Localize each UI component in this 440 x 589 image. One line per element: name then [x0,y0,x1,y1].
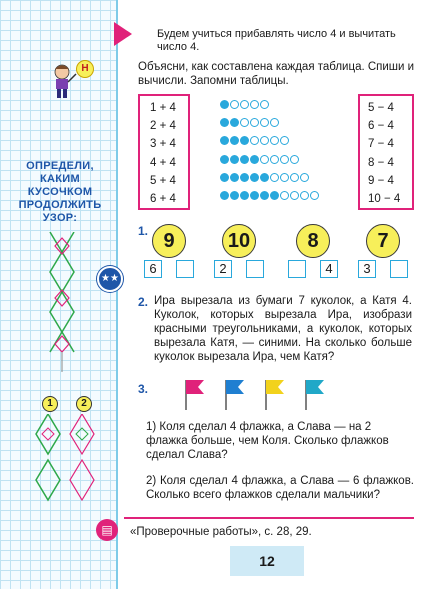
white-dot [290,155,299,164]
part-number-box[interactable] [176,260,194,278]
table-row: 9 − 4 [368,174,394,187]
task-2-text: Ира вырезала из бумаги 7 куколок, а Катя 4. Куколок, которых вырезала Ира, изобрази красными треугольниками, а куколок, которых вырезала Катя, — синими. На сколько больше куколок вырезала Ира, чем Катя? [154,295,412,363]
blue-dot [220,118,229,127]
part-number-box[interactable] [246,260,264,278]
white-dot [280,191,289,200]
blue-dot [220,100,229,109]
table-row: 1 + 4 [150,102,176,114]
choice-1-marker: 1 [42,396,58,412]
blue-dot [220,155,229,164]
white-dot [290,173,299,182]
table-row: 6 + 4 [150,192,176,205]
table-row: 2 + 4 [150,120,176,133]
white-dot [260,100,269,109]
task-1-number: 1. [138,224,149,238]
white-dot [280,136,289,145]
whole-number-circle: 8 [296,224,330,258]
task-3-part-2: 2) Коля сделал 4 флажка, а Слава — 6 флажков. Сколько всего флажков сделали мальчики? [146,475,414,501]
dot-row [220,100,270,110]
white-dot [250,118,259,127]
white-dot [270,118,279,127]
white-dot [300,173,309,182]
flag-icon [266,380,284,410]
blue-dot [240,173,249,182]
white-dot [280,173,289,182]
blue-dot [240,155,249,164]
blue-dot [220,136,229,145]
white-dot [270,136,279,145]
dot-row [220,118,280,128]
blue-dot [260,191,269,200]
white-dot [300,191,309,200]
blue-dot [270,191,279,200]
sidebar-title-line: КУСОЧКОМ [27,186,93,198]
white-dot [240,100,249,109]
dot-row [220,191,320,201]
blue-dot [220,191,229,200]
choice-pieces [34,414,104,504]
addition-table [138,94,190,210]
page-number: 12 [230,546,304,576]
blue-dot [230,191,239,200]
white-dot [310,191,319,200]
table-row: 5 − 4 [368,102,394,114]
white-dot [270,155,279,164]
whole-number-circle: 10 [222,224,256,258]
book-icon: ▤ [96,519,118,541]
blue-dot [250,155,259,164]
part-number-box: 2 [214,260,232,278]
white-dot [270,173,279,182]
part-number-box: 3 [358,260,376,278]
subtraction-table [358,94,414,210]
blue-dot [240,191,249,200]
blue-dot [230,136,239,145]
sidebar-title-line: КАКИМ [40,173,80,185]
sidebar-title [6,160,114,225]
part-number-box[interactable] [390,260,408,278]
flag-icon [306,380,324,410]
sidebar-title-line: УЗОР: [42,212,78,224]
task-3-number: 3. [138,382,149,396]
task-2-number: 2. [138,295,149,309]
blue-dot [230,173,239,182]
white-dot [230,100,239,109]
pointer-triangle-icon [114,22,132,46]
white-dot [260,136,269,145]
dot-row [220,155,300,165]
stars-icon: ★★ [97,266,123,292]
part-number-box: 4 [320,260,338,278]
task-3-part-1: 1) Коля сделал 4 флажка, а Слава — на 2 флажка больше, чем Коля. Сколько флажков сделал Слава? [146,421,389,461]
table-row: 3 + 4 [150,138,176,151]
table-row: 8 − 4 [368,156,394,169]
blue-dot [260,173,269,182]
table-row: 5 + 4 [150,174,176,187]
dot-row [220,173,310,183]
instruction-text: Объясни, как составлена каждая таблица. Спиши и вычисли. Запомни таблицы. [138,61,415,87]
table-row: 4 + 4 [150,156,176,169]
white-dot [260,118,269,127]
white-dot [250,136,259,145]
blue-dot [240,136,249,145]
choice-2-marker: 2 [76,396,92,412]
flag-icon [226,380,244,410]
pattern-figure [38,232,88,382]
reference-text: «Проверочные работы», с. 28, 29. [130,526,312,538]
dot-row [220,136,290,146]
table-row: 10 − 4 [368,192,401,205]
whole-number-circle: 7 [366,224,400,258]
footer-divider [124,517,414,519]
white-dot [290,191,299,200]
table-row: 6 − 4 [368,120,394,133]
blue-dot [220,173,229,182]
flag-icon [186,380,204,410]
blue-dot [230,155,239,164]
flags-illustration [180,378,380,412]
part-number-box[interactable] [288,260,306,278]
part-number-box: 6 [144,260,162,278]
white-dot [250,100,259,109]
white-dot [240,118,249,127]
blue-dot [250,173,259,182]
blue-dot [230,118,239,127]
sidebar-title-line: ПРОДОЛЖИТЬ [18,199,102,211]
lesson-intro: Будем учиться прибавлять число 4 и вычитать число 4. [157,28,396,53]
white-dot [280,155,289,164]
whole-number-circle: 9 [152,224,186,258]
table-row: 7 − 4 [368,138,394,151]
sidebar-title-line: ОПРЕДЕЛИ, [26,160,94,172]
blue-dot [250,191,259,200]
white-dot [260,155,269,164]
level-badge: Н [76,60,94,78]
